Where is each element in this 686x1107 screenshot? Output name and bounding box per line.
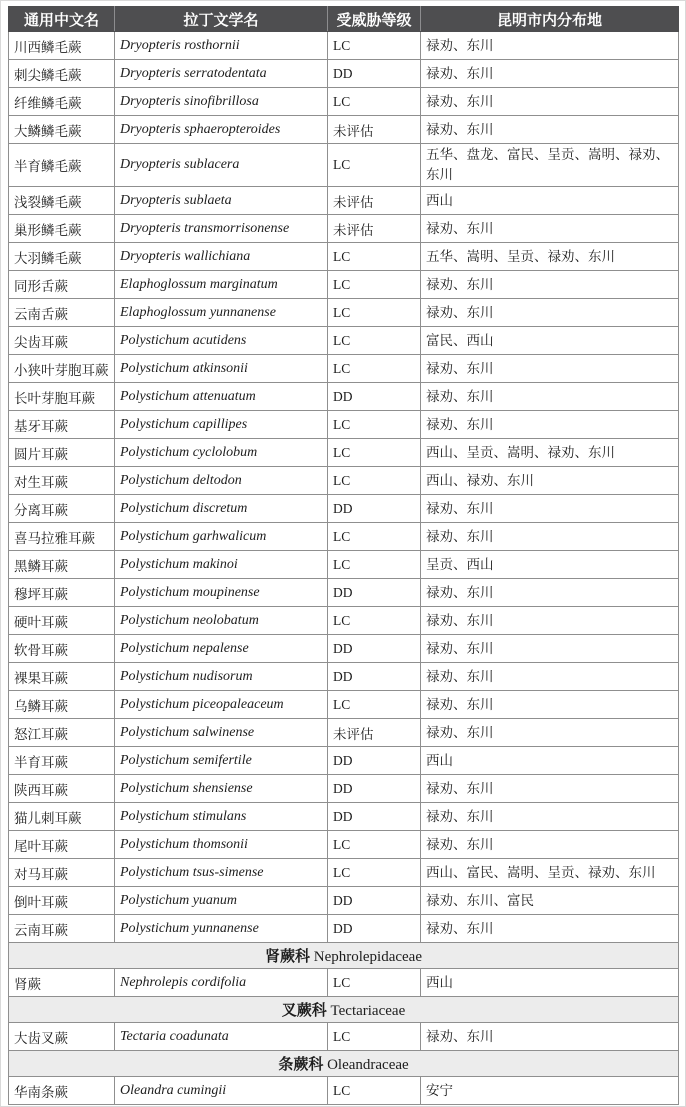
distribution-value: 禄劝、东川 xyxy=(421,831,679,859)
species-row xyxy=(9,327,679,355)
species-chinese-name: 软骨耳蕨 xyxy=(9,635,115,663)
threat-level-value: DD xyxy=(328,60,421,88)
threat-level-value: LC xyxy=(328,831,421,859)
species-chinese-name: 穆坪耳蕨 xyxy=(9,579,115,607)
threat-level-value: DD xyxy=(328,915,421,943)
species-latin-name: Dryopteris sublacera xyxy=(115,144,328,187)
species-row xyxy=(9,551,679,579)
species-row xyxy=(9,383,679,411)
distribution-value: 呈贡、西山 xyxy=(421,551,679,579)
species-chinese-name: 乌鳞耳蕨 xyxy=(9,691,115,719)
distribution-value: 禄劝、东川 xyxy=(421,411,679,439)
species-row xyxy=(9,579,679,607)
species-chinese-name: 倒叶耳蕨 xyxy=(9,887,115,915)
species-latin-name: Elaphoglossum yunnanense xyxy=(115,299,328,327)
species-row xyxy=(9,775,679,803)
threat-level-value: LC xyxy=(328,691,421,719)
family-section-cell xyxy=(9,943,679,969)
species-row xyxy=(9,495,679,523)
family-name-latin: Nephrolepidaceae xyxy=(309,949,423,965)
distribution-value: 禄劝、东川 xyxy=(421,215,679,243)
distribution-value: 禄劝、东川 xyxy=(421,719,679,747)
species-chinese-name: 纤维鳞毛蕨 xyxy=(9,88,115,116)
threat-level-value: 未评估 xyxy=(328,187,421,215)
table-body xyxy=(9,32,679,1105)
distribution-value: 禄劝、东川 xyxy=(421,60,679,88)
distribution-value: 禄劝、东川 xyxy=(421,607,679,635)
species-latin-name: Polystichum yuanum xyxy=(115,887,328,915)
distribution-value: 禄劝、东川 xyxy=(421,663,679,691)
species-row xyxy=(9,88,679,116)
distribution-value: 禄劝、东川 xyxy=(421,579,679,607)
threat-level-value: LC xyxy=(328,1023,421,1051)
species-latin-name: Polystichum stimulans xyxy=(115,803,328,831)
species-row xyxy=(9,969,679,997)
species-latin-name: Dryopteris sublaeta xyxy=(115,187,328,215)
threat-level-value: DD xyxy=(328,383,421,411)
threat-level-value: DD xyxy=(328,579,421,607)
column-header-distribution: 昆明市内分布地 xyxy=(421,7,679,32)
species-latin-name: Polystichum thomsonii xyxy=(115,831,328,859)
threat-level-value: LC xyxy=(328,439,421,467)
species-row xyxy=(9,635,679,663)
distribution-value: 禄劝、东川 xyxy=(421,383,679,411)
species-row xyxy=(9,523,679,551)
threat-level-value: DD xyxy=(328,775,421,803)
family-name-zh: 肾蕨科 xyxy=(264,949,310,965)
species-chinese-name: 大羽鳞毛蕨 xyxy=(9,243,115,271)
species-chinese-name: 陕西耳蕨 xyxy=(9,775,115,803)
species-chinese-name: 肾蕨 xyxy=(9,969,115,997)
species-chinese-name: 小狭叶芽胞耳蕨 xyxy=(9,355,115,383)
species-row xyxy=(9,60,679,88)
species-latin-name: Polystichum tsus-simense xyxy=(115,859,328,887)
distribution-value: 禄劝、东川 xyxy=(421,271,679,299)
species-row xyxy=(9,355,679,383)
distribution-value: 西山、富民、嵩明、呈贡、禄劝、东川 xyxy=(421,859,679,887)
family-section-row xyxy=(9,997,679,1023)
threat-level-value: LC xyxy=(328,327,421,355)
threat-level-value: DD xyxy=(328,495,421,523)
family-name-latin: Oleandraceae xyxy=(323,1057,409,1073)
table-header xyxy=(9,7,679,32)
family-section-cell xyxy=(9,997,679,1023)
distribution-value: 禄劝、东川 xyxy=(421,803,679,831)
threat-level-value: DD xyxy=(328,663,421,691)
species-chinese-name: 浅裂鳞毛蕨 xyxy=(9,187,115,215)
family-name-zh: 叉蕨科 xyxy=(281,1003,327,1019)
threat-level-value: LC xyxy=(328,551,421,579)
distribution-value: 禄劝、东川 xyxy=(421,116,679,144)
distribution-value: 西山 xyxy=(421,969,679,997)
distribution-value: 禄劝、东川 xyxy=(421,495,679,523)
species-latin-name: Polystichum nudisorum xyxy=(115,663,328,691)
species-latin-name: Polystichum garhwalicum xyxy=(115,523,328,551)
species-row xyxy=(9,467,679,495)
species-latin-name: Elaphoglossum marginatum xyxy=(115,271,328,299)
species-chinese-name: 圆片耳蕨 xyxy=(9,439,115,467)
species-chinese-name: 尾叶耳蕨 xyxy=(9,831,115,859)
species-row xyxy=(9,887,679,915)
threat-level-value: DD xyxy=(328,747,421,775)
species-latin-name: Polystichum semifertile xyxy=(115,747,328,775)
species-latin-name: Oleandra cumingii xyxy=(115,1077,328,1105)
threat-level-value: LC xyxy=(328,411,421,439)
threat-level-value: LC xyxy=(328,1077,421,1105)
distribution-value: 禄劝、东川 xyxy=(421,355,679,383)
species-chinese-name: 对生耳蕨 xyxy=(9,467,115,495)
distribution-value: 禄劝、东川 xyxy=(421,88,679,116)
header-row xyxy=(9,7,679,32)
threat-level-value: LC xyxy=(328,271,421,299)
threat-level-value: LC xyxy=(328,243,421,271)
species-row xyxy=(9,32,679,60)
species-latin-name: Polystichum atkinsonii xyxy=(115,355,328,383)
family-name-zh: 条蕨科 xyxy=(278,1057,324,1073)
species-row xyxy=(9,915,679,943)
threat-level-value: 未评估 xyxy=(328,116,421,144)
species-row xyxy=(9,411,679,439)
threat-level-value: 未评估 xyxy=(328,215,421,243)
species-chinese-name: 尖齿耳蕨 xyxy=(9,327,115,355)
distribution-value: 安宁 xyxy=(421,1077,679,1105)
threat-level-value: DD xyxy=(328,803,421,831)
family-section-row xyxy=(9,1051,679,1077)
species-latin-name: Polystichum makinoi xyxy=(115,551,328,579)
distribution-value: 西山 xyxy=(421,747,679,775)
species-row xyxy=(9,243,679,271)
species-row xyxy=(9,719,679,747)
distribution-value: 禄劝、东川 xyxy=(421,523,679,551)
species-chinese-name: 大鳞鳞毛蕨 xyxy=(9,116,115,144)
threat-level-value: LC xyxy=(328,607,421,635)
species-row xyxy=(9,691,679,719)
distribution-value: 禄劝、东川 xyxy=(421,1023,679,1051)
species-row xyxy=(9,271,679,299)
species-chinese-name: 半育耳蕨 xyxy=(9,747,115,775)
family-name-latin: Tectariaceae xyxy=(326,1003,406,1019)
species-chinese-name: 大齿叉蕨 xyxy=(9,1023,115,1051)
species-latin-name: Dryopteris sphaeropteroides xyxy=(115,116,328,144)
species-chinese-name: 猫儿刺耳蕨 xyxy=(9,803,115,831)
threat-level-value: LC xyxy=(328,523,421,551)
species-chinese-name: 川西鳞毛蕨 xyxy=(9,32,115,60)
distribution-value: 西山、禄劝、东川 xyxy=(421,467,679,495)
species-row xyxy=(9,215,679,243)
species-latin-name: Polystichum yunnanense xyxy=(115,915,328,943)
species-row xyxy=(9,1023,679,1051)
species-latin-name: Polystichum deltodon xyxy=(115,467,328,495)
distribution-value: 禄劝、东川 xyxy=(421,775,679,803)
threat-level-value: DD xyxy=(328,887,421,915)
species-latin-name: Polystichum discretum xyxy=(115,495,328,523)
species-latin-name: Polystichum shensiense xyxy=(115,775,328,803)
species-row xyxy=(9,831,679,859)
threat-level-value: LC xyxy=(328,32,421,60)
species-latin-name: Polystichum attenuatum xyxy=(115,383,328,411)
species-chinese-name: 怒江耳蕨 xyxy=(9,719,115,747)
species-latin-name: Polystichum moupinense xyxy=(115,579,328,607)
species-latin-name: Polystichum acutidens xyxy=(115,327,328,355)
species-row xyxy=(9,747,679,775)
species-row xyxy=(9,1077,679,1105)
species-latin-name: Dryopteris serratodentata xyxy=(115,60,328,88)
distribution-value: 禄劝、东川 xyxy=(421,915,679,943)
species-chinese-name: 裸果耳蕨 xyxy=(9,663,115,691)
distribution-value: 西山、呈贡、嵩明、禄劝、东川 xyxy=(421,439,679,467)
species-latin-name: Polystichum piceopaleaceum xyxy=(115,691,328,719)
species-row xyxy=(9,859,679,887)
distribution-value: 禄劝、东川 xyxy=(421,32,679,60)
distribution-value: 五华、盘龙、富民、呈贡、嵩明、禄劝、东川 xyxy=(421,144,679,187)
species-latin-name: Polystichum cyclolobum xyxy=(115,439,328,467)
threat-level-value: LC xyxy=(328,144,421,187)
species-latin-name: Polystichum nepalense xyxy=(115,635,328,663)
distribution-value: 禄劝、东川 xyxy=(421,635,679,663)
species-chinese-name: 巢形鳞毛蕨 xyxy=(9,215,115,243)
species-latin-name: Dryopteris sinofibrillosa xyxy=(115,88,328,116)
threat-level-value: LC xyxy=(328,299,421,327)
species-chinese-name: 长叶芽胞耳蕨 xyxy=(9,383,115,411)
distribution-value: 禄劝、东川、富民 xyxy=(421,887,679,915)
species-chinese-name: 云南耳蕨 xyxy=(9,915,115,943)
column-header-latin-name: 拉丁文学名 xyxy=(115,7,328,32)
species-chinese-name: 华南条蕨 xyxy=(9,1077,115,1105)
threat-level-value: LC xyxy=(328,859,421,887)
species-latin-name: Dryopteris rosthornii xyxy=(115,32,328,60)
species-latin-name: Dryopteris transmorrisonense xyxy=(115,215,328,243)
species-latin-name: Polystichum neolobatum xyxy=(115,607,328,635)
threat-level-value: LC xyxy=(328,355,421,383)
species-chinese-name: 同形舌蕨 xyxy=(9,271,115,299)
species-chinese-name: 分离耳蕨 xyxy=(9,495,115,523)
species-row xyxy=(9,803,679,831)
distribution-value: 禄劝、东川 xyxy=(421,299,679,327)
species-row xyxy=(9,144,679,187)
species-latin-name: Polystichum salwinense xyxy=(115,719,328,747)
species-latin-name: Tectaria coadunata xyxy=(115,1023,328,1051)
species-chinese-name: 基牙耳蕨 xyxy=(9,411,115,439)
family-section-cell xyxy=(9,1051,679,1077)
species-latin-name: Polystichum capillipes xyxy=(115,411,328,439)
species-chinese-name: 刺尖鳞毛蕨 xyxy=(9,60,115,88)
species-chinese-name: 半育鳞毛蕨 xyxy=(9,144,115,187)
distribution-value: 五华、嵩明、呈贡、禄劝、东川 xyxy=(421,243,679,271)
species-row xyxy=(9,439,679,467)
column-header-threat-level: 受威胁等级 xyxy=(328,7,421,32)
species-latin-name: Nephrolepis cordifolia xyxy=(115,969,328,997)
species-row xyxy=(9,663,679,691)
species-row xyxy=(9,187,679,215)
species-chinese-name: 喜马拉雅耳蕨 xyxy=(9,523,115,551)
threat-level-value: LC xyxy=(328,467,421,495)
threat-level-value: LC xyxy=(328,969,421,997)
species-chinese-name: 云南舌蕨 xyxy=(9,299,115,327)
species-chinese-name: 硬叶耳蕨 xyxy=(9,607,115,635)
distribution-value: 禄劝、东川 xyxy=(421,691,679,719)
family-section-row xyxy=(9,943,679,969)
fern-species-table xyxy=(8,6,679,1105)
distribution-value: 西山 xyxy=(421,187,679,215)
distribution-value: 富民、西山 xyxy=(421,327,679,355)
column-header-chinese-name: 通用中文名 xyxy=(9,7,115,32)
species-chinese-name: 对马耳蕨 xyxy=(9,859,115,887)
species-row xyxy=(9,116,679,144)
threat-level-value: LC xyxy=(328,88,421,116)
species-row xyxy=(9,299,679,327)
threat-level-value: DD xyxy=(328,635,421,663)
species-row xyxy=(9,607,679,635)
species-chinese-name: 黑鳞耳蕨 xyxy=(9,551,115,579)
threat-level-value: 未评估 xyxy=(328,719,421,747)
species-latin-name: Dryopteris wallichiana xyxy=(115,243,328,271)
